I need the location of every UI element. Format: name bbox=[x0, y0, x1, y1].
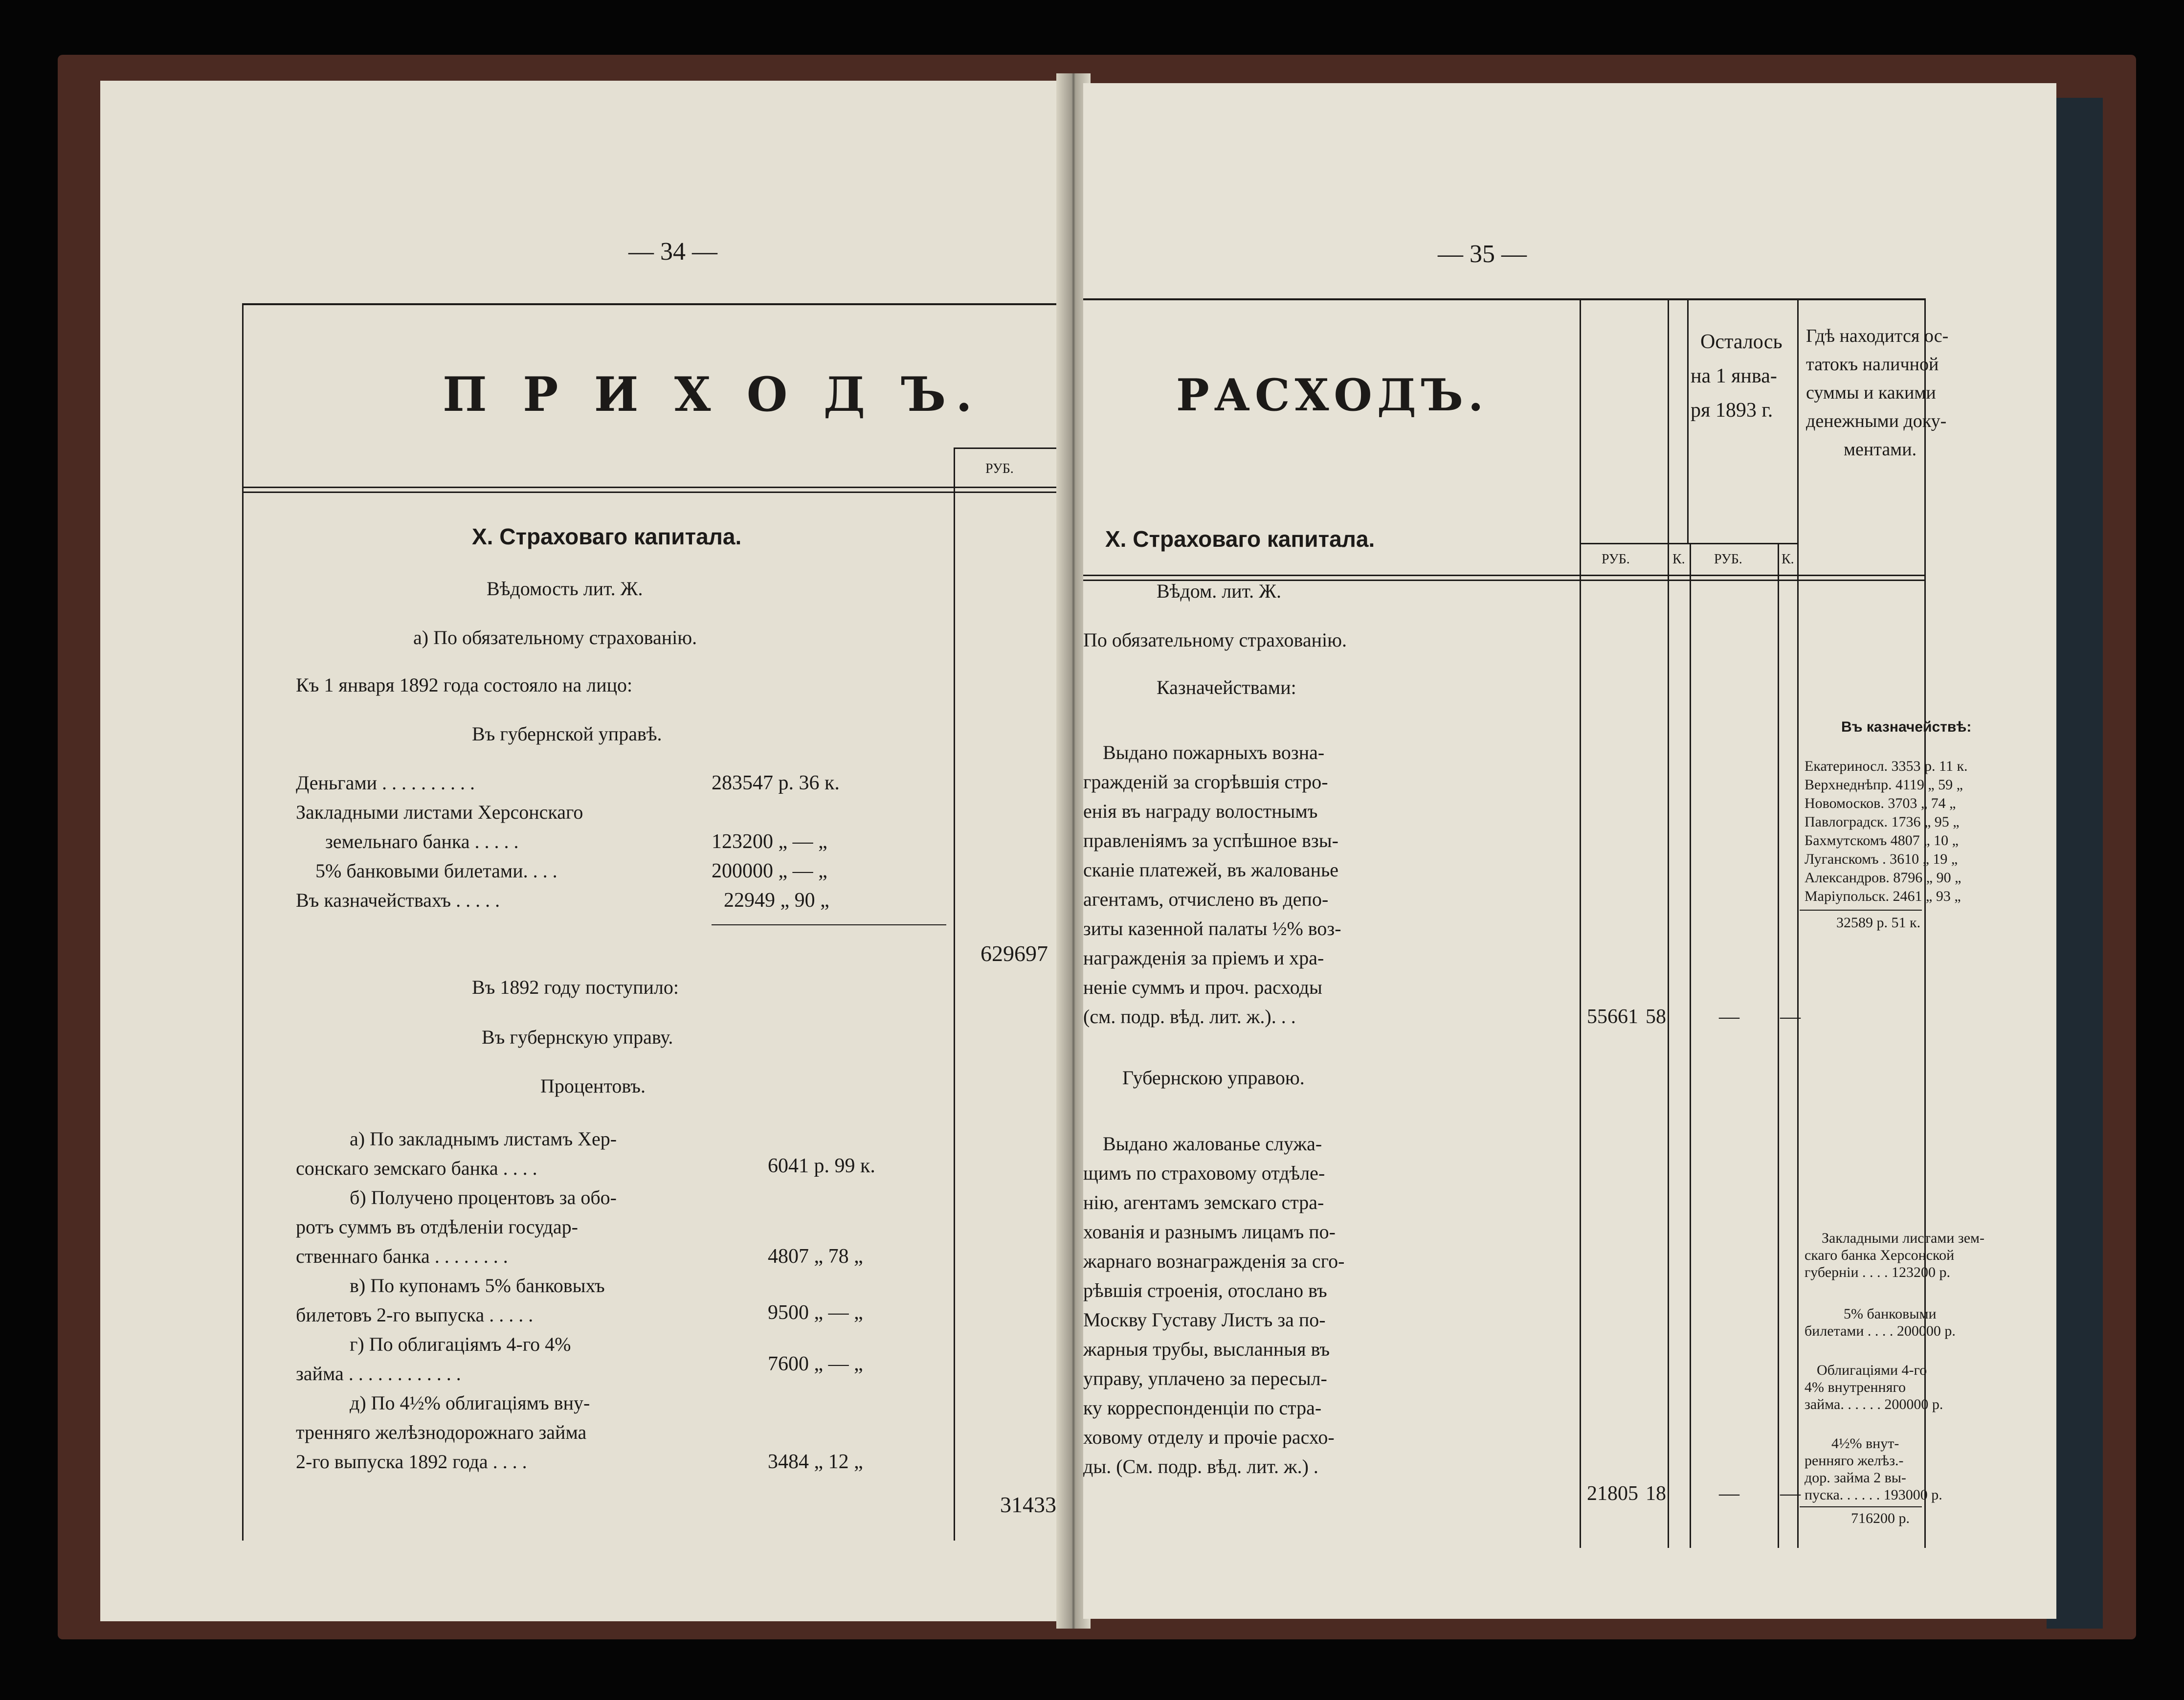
treasury-row: Луганскомъ . 3610 „ 19 „ bbox=[1805, 851, 1958, 867]
where-header: денежными доку- bbox=[1806, 411, 1947, 431]
doc-line: пуска. . . . . . 193000 р. bbox=[1805, 1487, 1942, 1503]
place-heading: Въ губернской управѣ. bbox=[472, 723, 662, 745]
treasury-row: Екатериносл. 3353 р. 11 к. bbox=[1805, 758, 1968, 774]
doc-line: Закладными листами зем- bbox=[1822, 1230, 1985, 1246]
treasury-total: 32589 р. 51 к. bbox=[1836, 915, 1921, 931]
item-label: Въ казначействахъ . . . . . bbox=[296, 889, 500, 911]
header-double-rule-1 bbox=[1083, 575, 1924, 576]
rub-column-rule bbox=[1580, 298, 1581, 1548]
subsection: а) По обязательному страхованію. bbox=[413, 626, 697, 649]
kop-column-rule bbox=[1668, 298, 1669, 1548]
remain-dash: — bbox=[1719, 1006, 1739, 1028]
remain-header: на 1 янва- bbox=[1691, 365, 1777, 387]
doc-line: губерніи . . . . 123200 р. bbox=[1805, 1264, 1951, 1280]
item-value: 22949 „ 90 „ bbox=[724, 889, 829, 912]
doc-line: 4% внутренняго bbox=[1805, 1379, 1906, 1395]
remain-header: Осталось bbox=[1700, 331, 1783, 353]
expense-kop: 18 bbox=[1646, 1482, 1666, 1505]
where-header: ментами. bbox=[1844, 439, 1917, 460]
expense-line: агентамъ, отчислено въ депо- bbox=[1083, 888, 1329, 910]
expense-line: Выдано пожарныхъ возна- bbox=[1103, 741, 1325, 763]
left-page bbox=[100, 81, 1073, 1621]
item-label: Закладными листами Херсонскаго bbox=[296, 801, 583, 823]
interest-line: б) Получено процентовъ за обо- bbox=[350, 1186, 617, 1208]
expense-line: Москву Густаву Листъ за по- bbox=[1083, 1309, 1326, 1331]
expense-line: гражденій за сгорѣвшія стро- bbox=[1083, 771, 1328, 793]
expense-kop: 58 bbox=[1646, 1006, 1666, 1028]
treasury-row: Верхнеднѣпр. 4119 „ 59 „ bbox=[1805, 777, 1963, 793]
expense-line: жарныя трубы, высланныя въ bbox=[1083, 1338, 1330, 1360]
interest-value: 9500 „ — „ bbox=[768, 1301, 863, 1324]
remain-dash: — bbox=[1780, 1482, 1801, 1505]
rub-header: РУБ. bbox=[985, 461, 1014, 476]
col-unit: РУБ. bbox=[1602, 552, 1630, 567]
doc-line: дор. займа 2 вы- bbox=[1805, 1470, 1906, 1486]
interest-line: д) По 4½% облигаціямъ вну- bbox=[350, 1392, 590, 1414]
interest-line: сонскаго земскаго банка . . . . bbox=[296, 1157, 537, 1179]
interest-line: займа . . . . . . . . . . . . bbox=[296, 1363, 461, 1385]
treasury-row: Павлоградск. 1736 „ 95 „ bbox=[1805, 814, 1960, 830]
docs-rule bbox=[1800, 1506, 1922, 1507]
doc-line: билетами . . . . 200000 р. bbox=[1805, 1323, 1956, 1339]
where-header: суммы и какими bbox=[1806, 382, 1936, 403]
doc-line: 4½% внут- bbox=[1831, 1435, 1899, 1452]
page-number: — 34 — bbox=[628, 238, 717, 266]
interest-line: билетовъ 2-го выпуска . . . . . bbox=[296, 1304, 534, 1326]
received-heading: Въ 1892 году поступило: bbox=[472, 976, 679, 998]
subsection: По обязательному страхованію. bbox=[1083, 629, 1347, 651]
remain-rub-rule bbox=[1690, 543, 1691, 1548]
expense-line: награжденія за пріемъ и хра- bbox=[1083, 947, 1324, 969]
header-double-rule-2 bbox=[242, 492, 1073, 493]
expense-line: жарнаго вознагражденія за сго- bbox=[1083, 1250, 1345, 1272]
remain-header-rule bbox=[1687, 298, 1689, 543]
treasury-row: Маріупольск. 2461 „ 93 „ bbox=[1805, 888, 1961, 904]
interest-value: 6041 р. 99 к. bbox=[768, 1155, 875, 1177]
treasury-rule bbox=[1800, 910, 1922, 911]
expense-line: ды. (См. подр. вѣд. лит. ж.) . bbox=[1083, 1455, 1318, 1477]
treasury-row: Новомосков. 3703 „ 74 „ bbox=[1805, 795, 1956, 811]
right-page bbox=[1083, 83, 2056, 1619]
right-rule bbox=[1924, 298, 1926, 1548]
item-label: Деньгами . . . . . . . . . . bbox=[296, 772, 475, 794]
expense-line: ку корреспонденціи по стра- bbox=[1083, 1397, 1322, 1419]
treasury-row: Александров. 8796 „ 90 „ bbox=[1805, 870, 1961, 886]
expense-line: хованія и разнымъ лицамъ по- bbox=[1083, 1221, 1336, 1243]
item-value: 283547 р. 36 к. bbox=[712, 772, 840, 794]
col-unit: РУБ. bbox=[1714, 552, 1742, 567]
interest-line: а) По закладнымъ листамъ Хер- bbox=[350, 1128, 617, 1150]
page-number: — 35 — bbox=[1438, 240, 1527, 268]
balance-line: Къ 1 января 1892 года состояло на лицо: bbox=[296, 674, 633, 696]
expense-line: енія въ награду волостнымъ bbox=[1083, 800, 1318, 822]
item-value: 123200 „ — „ bbox=[712, 830, 827, 853]
remain-dash: — bbox=[1780, 1006, 1801, 1028]
item-label: земельнаго банка . . . . . bbox=[325, 830, 519, 852]
where-header: Гдѣ находится ос- bbox=[1806, 326, 1949, 346]
top-rule bbox=[242, 303, 1073, 305]
doc-line: займа. . . . . . 200000 р. bbox=[1805, 1396, 1943, 1412]
docs-total: 716200 р. bbox=[1851, 1510, 1910, 1526]
doc-line: Облигаціями 4-го bbox=[1817, 1362, 1927, 1378]
doc-line: 5% банковыми bbox=[1844, 1306, 1937, 1322]
interest-line: ственнаго банка . . . . . . . . bbox=[296, 1245, 508, 1267]
interest-value: 4807 „ 78 „ bbox=[768, 1245, 863, 1268]
expense-line: (см. подр. вѣд. лит. ж.). . . bbox=[1083, 1006, 1296, 1028]
item-value: 200000 „ — „ bbox=[712, 860, 827, 882]
remain-header: ря 1893 г. bbox=[1691, 399, 1773, 422]
where-column-rule bbox=[1797, 298, 1799, 1548]
expense-line: рѣвшія строенія, отослано въ bbox=[1083, 1279, 1327, 1301]
expense-line: зиты казенной палаты ½% воз- bbox=[1083, 917, 1341, 939]
treasury-heading: Въ казначействѣ: bbox=[1841, 719, 1972, 735]
expense-line: сканіе платежей, въ жалованье bbox=[1083, 859, 1338, 881]
subtotal-rule bbox=[712, 924, 946, 925]
doc-line: ренняго желѣз.- bbox=[1805, 1453, 1904, 1469]
remain-dash: — bbox=[1719, 1482, 1739, 1505]
sub-heading: Губернскою управою. bbox=[1122, 1067, 1305, 1089]
section-title: Х. Страховаго капитала. bbox=[472, 524, 742, 549]
statement-title: Вѣдом. лит. Ж. bbox=[1157, 580, 1281, 602]
interest-line: ротъ суммъ въ отдѣленіи государ- bbox=[296, 1216, 578, 1238]
page-heading: П Р И Х О Д Ъ. bbox=[443, 367, 982, 422]
interest-line: в) По купонамъ 5% банковыхъ bbox=[350, 1275, 605, 1297]
remain-kop-rule bbox=[1778, 543, 1779, 1548]
sub-heading: Казначействами: bbox=[1157, 676, 1296, 698]
expense-line: нію, агентамъ земскаго стра- bbox=[1083, 1191, 1324, 1213]
col-unit: К. bbox=[1672, 552, 1685, 567]
interest-value: 7600 „ — „ bbox=[768, 1353, 863, 1375]
expense-rub: 55661 bbox=[1587, 1006, 1638, 1028]
treasury-row: Бахмутскомъ 4807 „ 10 „ bbox=[1805, 832, 1959, 849]
where-header: татокъ наличной bbox=[1806, 354, 1939, 375]
page-heading: РАСХОДЪ. bbox=[1176, 369, 1489, 421]
left-rule bbox=[242, 303, 244, 1541]
header-double-rule-1 bbox=[242, 487, 1073, 488]
total-value: 31433 bbox=[1000, 1492, 1056, 1517]
interest-value: 3484 „ 12 „ bbox=[768, 1451, 863, 1473]
interest-line: г) По облигаціямъ 4-го 4% bbox=[350, 1333, 571, 1355]
expense-rub: 21805 bbox=[1587, 1482, 1638, 1505]
expense-line: Выдано жалованье служа- bbox=[1103, 1133, 1322, 1155]
col-unit: К. bbox=[1782, 552, 1794, 567]
expense-line: щимъ по страховому отдѣле- bbox=[1083, 1162, 1325, 1184]
header-rule bbox=[954, 447, 1073, 449]
expense-line: ховому отделу и прочіе расхо- bbox=[1083, 1426, 1335, 1448]
total-value: 629697 bbox=[981, 941, 1048, 966]
rub-column-rule bbox=[954, 447, 955, 1541]
units-rule bbox=[1580, 543, 1797, 544]
interest-line: 2-го выпуска 1892 года . . . . bbox=[296, 1451, 527, 1473]
expense-line: правленіямъ за успѣшное взы- bbox=[1083, 829, 1338, 851]
doc-line: скаго банка Херсонской bbox=[1805, 1247, 1955, 1263]
interest-heading: Процентовъ. bbox=[540, 1075, 646, 1097]
section-title: Х. Страховаго капитала. bbox=[1105, 526, 1375, 552]
place-heading: Въ губернскую управу. bbox=[482, 1026, 673, 1048]
statement-title: Вѣдомость лит. Ж. bbox=[487, 578, 643, 600]
expense-line: неніе суммъ и проч. расходы bbox=[1083, 976, 1322, 998]
expense-line: управу, уплачено за пересыл- bbox=[1083, 1367, 1327, 1389]
item-label: 5% банковыми билетами. . . . bbox=[315, 860, 557, 882]
interest-line: тренняго желѣзнодорожнаго займа bbox=[296, 1421, 587, 1443]
